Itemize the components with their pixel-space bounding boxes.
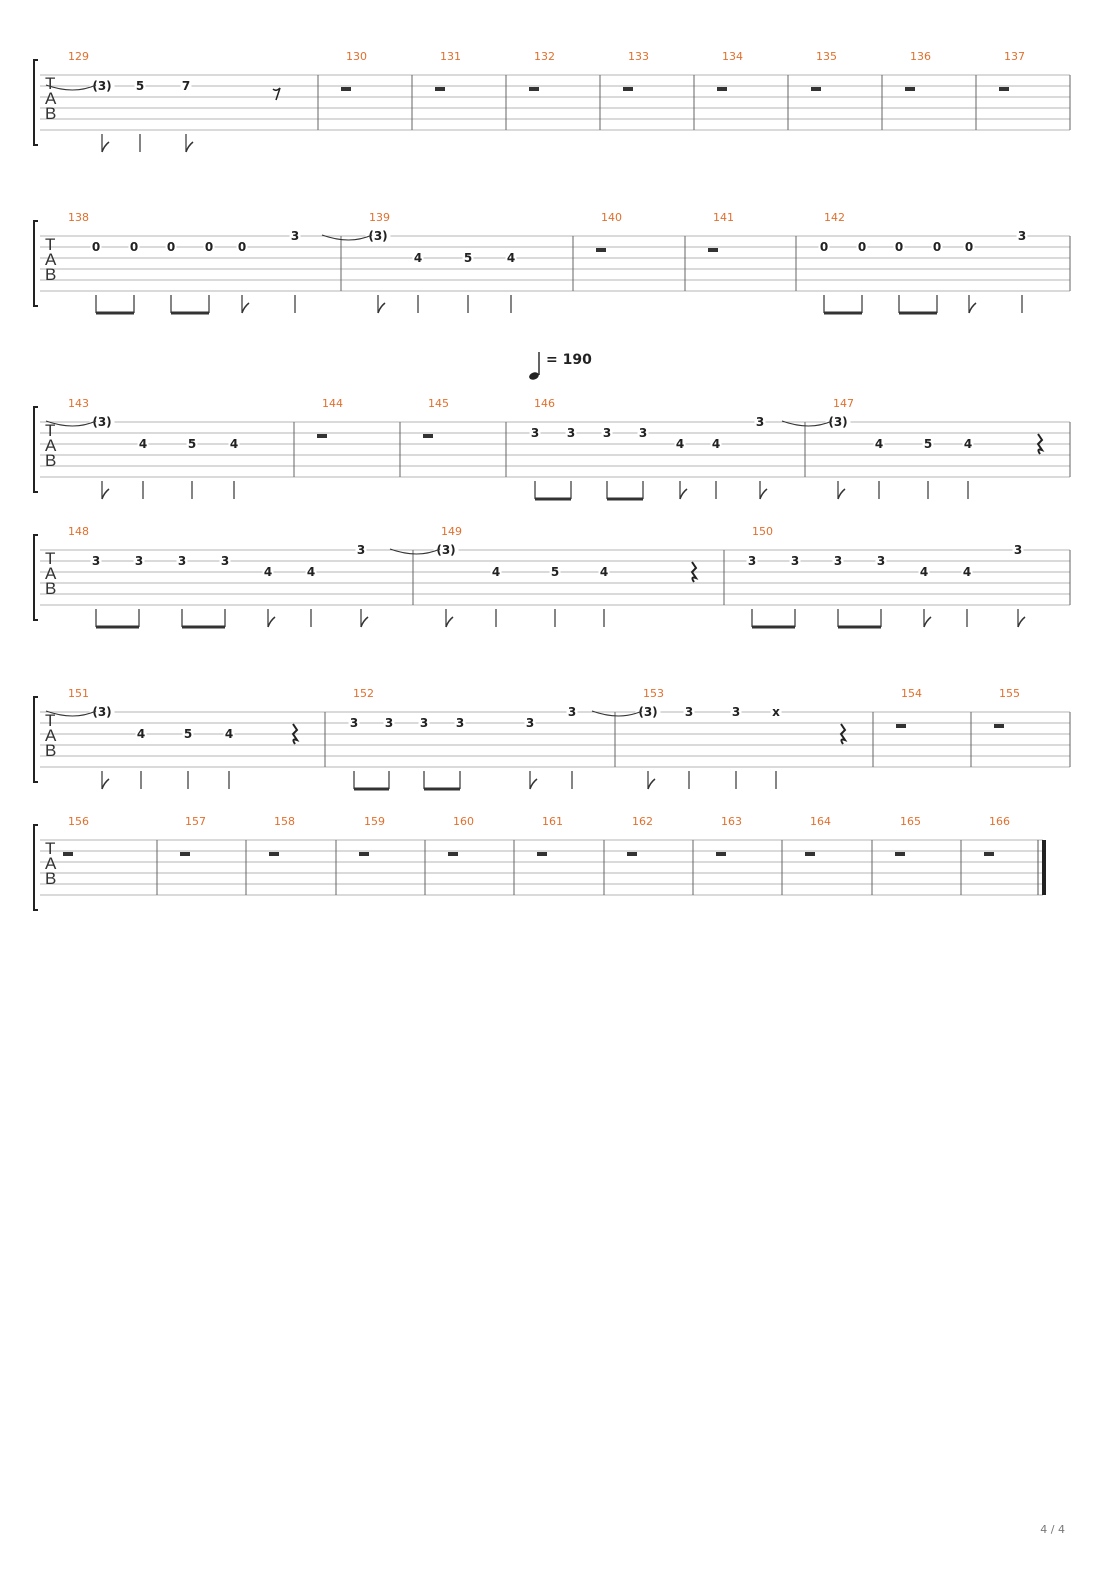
fret-number: 3 (731, 705, 741, 719)
fret-number: 3 (638, 426, 648, 440)
fret-number: 4 (506, 251, 516, 265)
tab-clef-letter: B (45, 741, 57, 760)
fret-number: 4 (919, 565, 929, 579)
tab-system (34, 50, 1070, 152)
tempo-marking (528, 352, 592, 381)
fret-number: 4 (306, 565, 316, 579)
fret-number: 0 (204, 240, 214, 254)
whole-rest (999, 87, 1009, 91)
fret-number: 4 (963, 437, 973, 451)
whole-rest (596, 248, 606, 252)
fret-number: 4 (263, 565, 273, 579)
fret-number: 3 (91, 554, 101, 568)
tab-clef-letter: T (45, 839, 56, 858)
measure-number: 136 (910, 50, 931, 63)
measure-number: 144 (322, 397, 343, 410)
fret-number: 0 (857, 240, 867, 254)
fret-number: 3 (684, 705, 694, 719)
whole-rest (269, 852, 279, 856)
fret-number: 0 (91, 240, 101, 254)
measure-number: 131 (440, 50, 461, 63)
system-bracket (34, 825, 38, 910)
fret-number: 4 (711, 437, 721, 451)
measure-number: 159 (364, 815, 385, 828)
measure-number: 130 (346, 50, 367, 63)
note-flag (268, 617, 275, 627)
fret-number: 4 (962, 565, 972, 579)
measure-number: 158 (274, 815, 295, 828)
system-bracket (34, 221, 38, 306)
measure-number: 149 (441, 525, 462, 538)
fret-number: 3 (134, 554, 144, 568)
tab-clef-letter: A (45, 436, 57, 455)
tab-clef-letter: T (45, 235, 56, 254)
fret-number: 0 (166, 240, 176, 254)
fret-number: 3 (384, 716, 394, 730)
fret-number: 3 (356, 543, 366, 557)
measure-number: 138 (68, 211, 89, 224)
whole-rest (317, 434, 327, 438)
whole-rest (984, 852, 994, 856)
tab-clef-letter: A (45, 854, 57, 873)
fret-number: 0 (237, 240, 247, 254)
fret-number: 3 (1013, 543, 1023, 557)
fret-number: 5 (183, 727, 193, 741)
tab-clef-letter: B (45, 451, 57, 470)
tab-clef-letter: B (45, 579, 57, 598)
fret-number: 3 (220, 554, 230, 568)
note-flag (446, 617, 453, 627)
fret-number: 4 (413, 251, 423, 265)
fret-number: 4 (224, 727, 234, 741)
whole-rest (180, 852, 190, 856)
measure-number: 132 (534, 50, 555, 63)
measure-number: 129 (68, 50, 89, 63)
fret-number: 5 (135, 79, 145, 93)
tab-clef-letter: B (45, 104, 57, 123)
note-flag (1018, 617, 1025, 627)
measure-number: 165 (900, 815, 921, 828)
measure-number: 160 (453, 815, 474, 828)
whole-rest (895, 852, 905, 856)
fret-number: 3 (566, 426, 576, 440)
fret-number: (3) (436, 543, 456, 557)
fret-number: 3 (833, 554, 843, 568)
tab-system (34, 397, 1070, 499)
fret-number: 4 (874, 437, 884, 451)
note-flag (361, 617, 368, 627)
measure-number: 148 (68, 525, 89, 538)
whole-rest (537, 852, 547, 856)
fret-number: 0 (964, 240, 974, 254)
tab-clef-letter: B (45, 869, 57, 888)
fret-number: 5 (923, 437, 933, 451)
measure-number: 155 (999, 687, 1020, 700)
measure-number: 140 (601, 211, 622, 224)
measure-number: 162 (632, 815, 653, 828)
fret-number: 3 (755, 415, 765, 429)
whole-rest (896, 724, 906, 728)
whole-rest (994, 724, 1004, 728)
fret-number: 3 (747, 554, 757, 568)
whole-rest (623, 87, 633, 91)
note-flag (378, 303, 385, 313)
tempo-value: = 190 (546, 352, 592, 368)
measure-number: 146 (534, 397, 555, 410)
note-flag (680, 489, 687, 499)
whole-rest (529, 87, 539, 91)
measure-number: 134 (722, 50, 743, 63)
measure-number: 137 (1004, 50, 1025, 63)
tab-clef-letter: T (45, 711, 56, 730)
measure-number: 153 (643, 687, 664, 700)
fret-number: 5 (550, 565, 560, 579)
tab-system (34, 211, 1070, 313)
measure-number: 147 (833, 397, 854, 410)
fret-number: 3 (876, 554, 886, 568)
fret-number: 0 (129, 240, 139, 254)
fret-number: 3 (567, 705, 577, 719)
measure-number: 139 (369, 211, 390, 224)
fret-number: x (772, 705, 780, 719)
measure-number: 143 (68, 397, 89, 410)
measure-number: 164 (810, 815, 831, 828)
measure-number: 135 (816, 50, 837, 63)
measure-number: 150 (752, 525, 773, 538)
whole-rest (423, 434, 433, 438)
measure-number: 133 (628, 50, 649, 63)
fret-number: 3 (349, 716, 359, 730)
measure-number: 141 (713, 211, 734, 224)
fret-number: 3 (290, 229, 300, 243)
whole-rest (341, 87, 351, 91)
whole-rest (448, 852, 458, 856)
fret-number: (3) (92, 415, 112, 429)
fret-number: 5 (463, 251, 473, 265)
system-bracket (34, 60, 38, 145)
fret-number: (3) (92, 79, 112, 93)
fret-number: 4 (675, 437, 685, 451)
fret-number: (3) (638, 705, 658, 719)
fret-number: 4 (491, 565, 501, 579)
whole-rest (359, 852, 369, 856)
fret-number: 4 (136, 727, 146, 741)
measure-number: 154 (901, 687, 922, 700)
tab-clef-letter: A (45, 89, 57, 108)
tab-system (34, 687, 1070, 789)
fret-number: 0 (932, 240, 942, 254)
note-flag (838, 489, 845, 499)
fret-number: 0 (894, 240, 904, 254)
tempo-note-icon (528, 371, 540, 381)
note-flag (969, 303, 976, 313)
measure-number: 151 (68, 687, 89, 700)
fret-number: 7 (181, 79, 191, 93)
fret-number: 4 (599, 565, 609, 579)
fret-number: 3 (455, 716, 465, 730)
note-flag (102, 142, 109, 152)
whole-rest (63, 852, 73, 856)
system-bracket (34, 407, 38, 492)
fret-number: 5 (187, 437, 197, 451)
fret-number: 4 (229, 437, 239, 451)
measure-number: 152 (353, 687, 374, 700)
measure-number: 142 (824, 211, 845, 224)
whole-rest (717, 87, 727, 91)
tab-clef-letter: A (45, 726, 57, 745)
note-flag (760, 489, 767, 499)
tab-clef-letter: T (45, 549, 56, 568)
whole-rest (905, 87, 915, 91)
tab-clef-letter: T (45, 421, 56, 440)
note-flag (102, 779, 109, 789)
note-flag (242, 303, 249, 313)
fret-number: 3 (1017, 229, 1027, 243)
measure-number: 166 (989, 815, 1010, 828)
tab-system (34, 525, 1070, 627)
measure-number: 156 (68, 815, 89, 828)
tab-clef-letter: B (45, 265, 57, 284)
fret-number: (3) (828, 415, 848, 429)
fret-number: 3 (177, 554, 187, 568)
note-flag (102, 489, 109, 499)
page-number: 4 / 4 (1040, 1523, 1065, 1536)
note-flag (924, 617, 931, 627)
fret-number: 0 (819, 240, 829, 254)
note-flag (648, 779, 655, 789)
note-flag (186, 142, 193, 152)
measure-number: 145 (428, 397, 449, 410)
whole-rest (627, 852, 637, 856)
whole-rest (716, 852, 726, 856)
fret-number: 4 (138, 437, 148, 451)
whole-rest (811, 87, 821, 91)
system-bracket (34, 697, 38, 782)
note-flag (530, 779, 537, 789)
fret-number: (3) (92, 705, 112, 719)
tab-clef-letter: T (45, 74, 56, 93)
measure-number: 161 (542, 815, 563, 828)
whole-rest (805, 852, 815, 856)
eighth-rest (273, 88, 280, 100)
whole-rest (708, 248, 718, 252)
fret-number: 3 (790, 554, 800, 568)
measure-number: 163 (721, 815, 742, 828)
fret-number: 3 (525, 716, 535, 730)
fret-number: 3 (602, 426, 612, 440)
tab-clef-letter: A (45, 250, 57, 269)
measure-number: 157 (185, 815, 206, 828)
tab-system (34, 815, 1044, 910)
system-bracket (34, 535, 38, 620)
fret-number: 3 (419, 716, 429, 730)
fret-number: 3 (530, 426, 540, 440)
whole-rest (435, 87, 445, 91)
tab-clef-letter: A (45, 564, 57, 583)
fret-number: (3) (368, 229, 388, 243)
